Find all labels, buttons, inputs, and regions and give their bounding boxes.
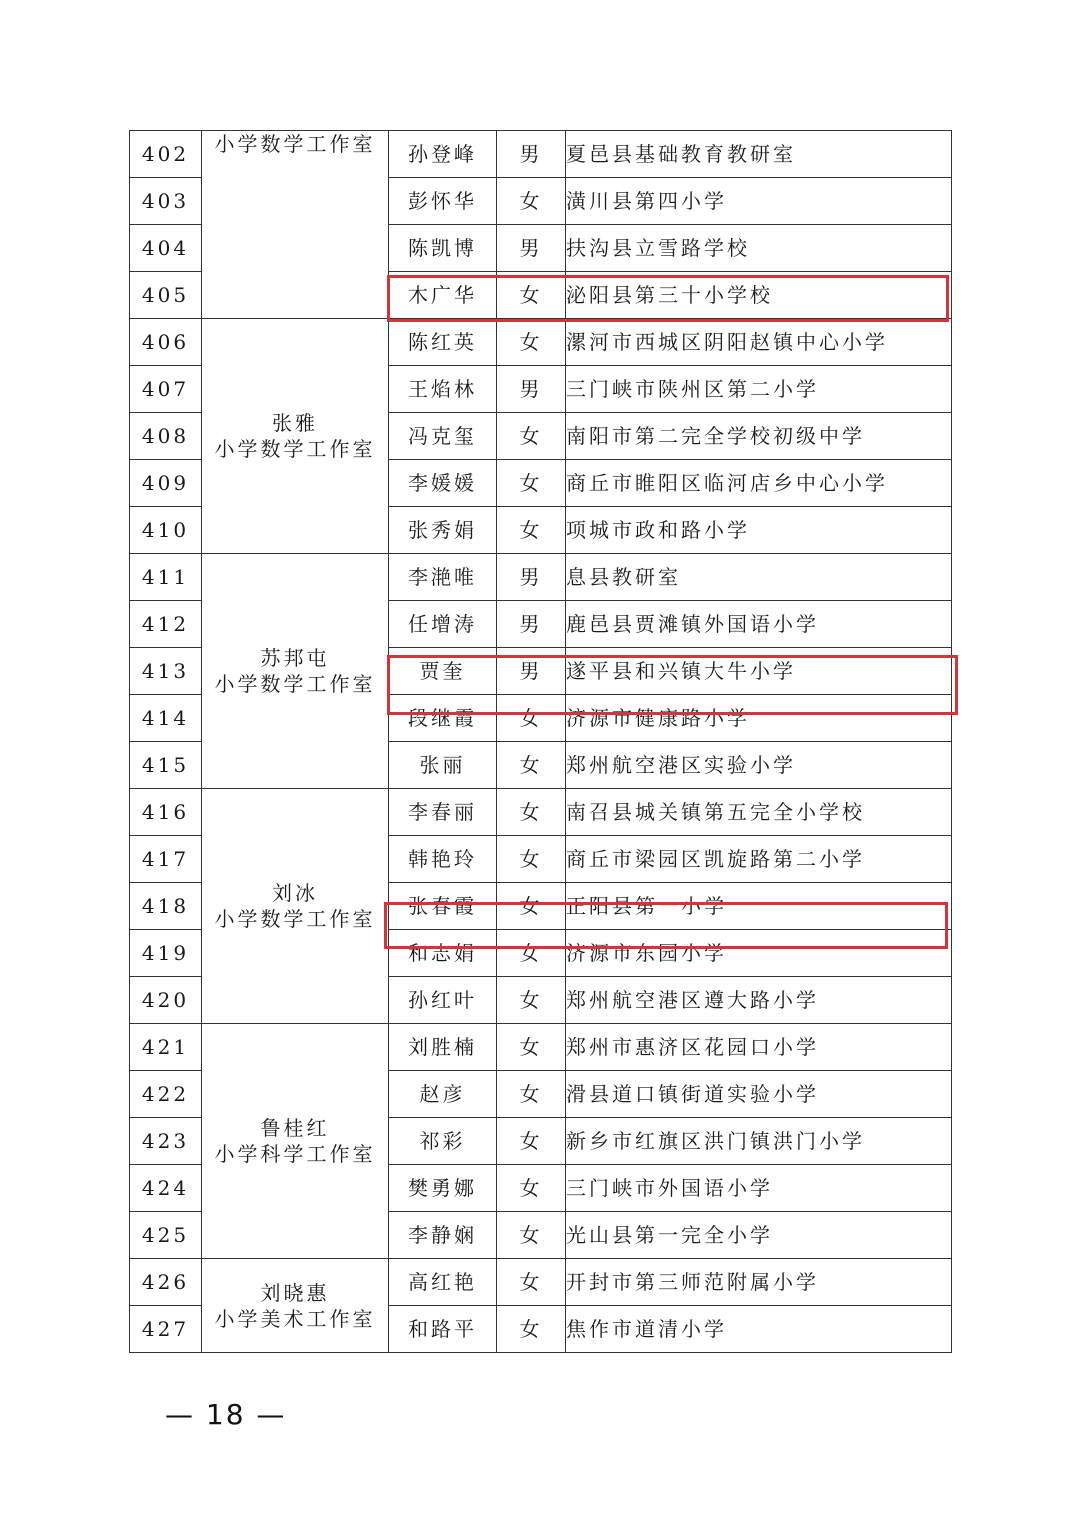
member-name-cell: 木广华 bbox=[389, 272, 497, 319]
member-name-cell: 李滟唯 bbox=[389, 554, 497, 601]
member-name-cell: 刘胜楠 bbox=[389, 1024, 497, 1071]
gender-cell: 女 bbox=[497, 930, 566, 977]
work-unit-cell: 商丘市睢阳区临河店乡中心小学 bbox=[566, 460, 952, 507]
studio-cell bbox=[202, 1259, 389, 1353]
gender-cell: 女 bbox=[497, 836, 566, 883]
studio-cell bbox=[202, 789, 389, 1024]
studio-cell bbox=[202, 131, 389, 319]
serial-number-cell: 409 bbox=[130, 460, 202, 507]
serial-number-cell: 407 bbox=[130, 366, 202, 413]
member-name-cell: 孙红叶 bbox=[389, 977, 497, 1024]
serial-number-cell: 415 bbox=[130, 742, 202, 789]
studio-leader-name: 张雅 bbox=[272, 411, 318, 435]
work-unit-cell: 郑州航空港区实验小学 bbox=[566, 742, 952, 789]
work-unit-cell: 开封市第三师范附属小学 bbox=[566, 1259, 952, 1306]
gender-cell: 女 bbox=[497, 272, 566, 319]
studio-title: 小学数学工作室 bbox=[214, 672, 376, 696]
work-unit-cell: 滑县道口镇街道实验小学 bbox=[566, 1071, 952, 1118]
gender-cell: 女 bbox=[497, 883, 566, 930]
studio-cell bbox=[202, 554, 389, 789]
work-unit-cell: 南阳市第二完全学校初级中学 bbox=[566, 413, 952, 460]
roster-body bbox=[130, 131, 952, 1353]
serial-number-cell: 427 bbox=[130, 1306, 202, 1353]
gender-cell: 女 bbox=[497, 319, 566, 366]
gender-cell: 女 bbox=[497, 695, 566, 742]
serial-number-cell: 425 bbox=[130, 1212, 202, 1259]
gender-cell: 女 bbox=[497, 178, 566, 225]
serial-number-cell: 423 bbox=[130, 1118, 202, 1165]
work-unit-cell: 泌阳县第三十小学校 bbox=[566, 272, 952, 319]
work-unit-cell: 项城市政和路小学 bbox=[566, 507, 952, 554]
work-unit-cell: 郑州市惠济区花园口小学 bbox=[566, 1024, 952, 1071]
serial-number-cell: 426 bbox=[130, 1259, 202, 1306]
gender-cell: 女 bbox=[497, 1118, 566, 1165]
work-unit-cell: 扶沟县立雪路学校 bbox=[566, 225, 952, 272]
member-name-cell: 赵彦 bbox=[389, 1071, 497, 1118]
member-name-cell: 李静娴 bbox=[389, 1212, 497, 1259]
studio-leader-name: 刘冰 bbox=[272, 881, 318, 905]
gender-cell: 女 bbox=[497, 1259, 566, 1306]
serial-number-cell: 424 bbox=[130, 1165, 202, 1212]
serial-number-cell: 412 bbox=[130, 601, 202, 648]
serial-number-cell: 406 bbox=[130, 319, 202, 366]
roster-table bbox=[129, 130, 952, 1353]
member-name-cell: 张秀娟 bbox=[389, 507, 497, 554]
gender-cell: 男 bbox=[497, 554, 566, 601]
member-name-cell: 孙登峰 bbox=[389, 131, 497, 178]
member-name-cell: 韩艳玲 bbox=[389, 836, 497, 883]
table-row bbox=[130, 1259, 952, 1306]
serial-number-cell: 410 bbox=[130, 507, 202, 554]
work-unit-cell: 三门峡市陕州区第二小学 bbox=[566, 366, 952, 413]
gender-cell: 男 bbox=[497, 601, 566, 648]
gender-cell: 女 bbox=[497, 507, 566, 554]
work-unit-cell: 夏邑县基础教育教研室 bbox=[566, 131, 952, 178]
gender-cell: 女 bbox=[497, 977, 566, 1024]
table-row bbox=[130, 554, 952, 601]
gender-cell: 女 bbox=[497, 1306, 566, 1353]
member-name-cell: 段继霞 bbox=[389, 695, 497, 742]
serial-number-cell: 404 bbox=[130, 225, 202, 272]
serial-number-cell: 422 bbox=[130, 1071, 202, 1118]
gender-cell: 女 bbox=[497, 1024, 566, 1071]
serial-number-cell: 420 bbox=[130, 977, 202, 1024]
member-name-cell: 李媛媛 bbox=[389, 460, 497, 507]
gender-cell: 女 bbox=[497, 1071, 566, 1118]
studio-leader-name: 刘晓惠 bbox=[260, 1280, 330, 1305]
work-unit-cell: 商丘市梁园区凯旋路第二小学 bbox=[566, 836, 952, 883]
member-name-cell: 陈凯博 bbox=[389, 225, 497, 272]
member-name-cell: 彭怀华 bbox=[389, 178, 497, 225]
serial-number-cell: 419 bbox=[130, 930, 202, 977]
serial-number-cell: 418 bbox=[130, 883, 202, 930]
serial-number-cell: 402 bbox=[130, 131, 202, 178]
work-unit-cell: 济源市健康路小学 bbox=[566, 695, 952, 742]
studio-leader-name: 苏邦屯 bbox=[260, 646, 330, 670]
table-row bbox=[130, 131, 952, 178]
member-name-cell: 樊勇娜 bbox=[389, 1165, 497, 1212]
gender-cell: 女 bbox=[497, 413, 566, 460]
studio-cell bbox=[202, 1024, 389, 1259]
gender-cell: 女 bbox=[497, 742, 566, 789]
page-number: — 18 — bbox=[165, 1398, 287, 1431]
member-name-cell: 和志娟 bbox=[389, 930, 497, 977]
studio-title: 小学数学工作室 bbox=[214, 132, 376, 156]
member-name-cell: 冯克玺 bbox=[389, 413, 497, 460]
member-name-cell: 和路平 bbox=[389, 1306, 497, 1353]
serial-number-cell: 417 bbox=[130, 836, 202, 883]
gender-cell: 男 bbox=[497, 131, 566, 178]
work-unit-cell: 郑州航空港区遵大路小学 bbox=[566, 977, 952, 1024]
work-unit-cell: 遂平县和兴镇大牛小学 bbox=[566, 648, 952, 695]
studio-title: 小学美术工作室 bbox=[214, 1306, 376, 1331]
member-name-cell: 张丽 bbox=[389, 742, 497, 789]
table-row bbox=[130, 789, 952, 836]
work-unit-cell: 潢川县第四小学 bbox=[566, 178, 952, 225]
work-unit-cell: 南召县城关镇第五完全小学校 bbox=[566, 789, 952, 836]
member-name-cell: 陈红英 bbox=[389, 319, 497, 366]
serial-number-cell: 421 bbox=[130, 1024, 202, 1071]
gender-cell: 男 bbox=[497, 366, 566, 413]
studio-cell bbox=[202, 319, 389, 554]
work-unit-cell: 正阳县第一小学 bbox=[566, 883, 952, 930]
gender-cell: 女 bbox=[497, 1165, 566, 1212]
gender-cell: 女 bbox=[497, 789, 566, 836]
serial-number-cell: 411 bbox=[130, 554, 202, 601]
table-row bbox=[130, 319, 952, 366]
member-name-cell: 高红艳 bbox=[389, 1259, 497, 1306]
work-unit-cell: 新乡市红旗区洪门镇洪门小学 bbox=[566, 1118, 952, 1165]
gender-cell: 男 bbox=[497, 648, 566, 695]
serial-number-cell: 416 bbox=[130, 789, 202, 836]
work-unit-cell: 光山县第一完全小学 bbox=[566, 1212, 952, 1259]
member-name-cell: 张春霞 bbox=[389, 883, 497, 930]
serial-number-cell: 414 bbox=[130, 695, 202, 742]
gender-cell: 女 bbox=[497, 460, 566, 507]
studio-title: 小学数学工作室 bbox=[214, 907, 376, 931]
serial-number-cell: 408 bbox=[130, 413, 202, 460]
work-unit-cell: 漯河市西城区阴阳赵镇中心小学 bbox=[566, 319, 952, 366]
work-unit-cell: 鹿邑县贾滩镇外国语小学 bbox=[566, 601, 952, 648]
work-unit-cell: 息县教研室 bbox=[566, 554, 952, 601]
member-name-cell: 贾奎 bbox=[389, 648, 497, 695]
serial-number-cell: 403 bbox=[130, 178, 202, 225]
gender-cell: 女 bbox=[497, 1212, 566, 1259]
serial-number-cell: 405 bbox=[130, 272, 202, 319]
work-unit-cell: 三门峡市外国语小学 bbox=[566, 1165, 952, 1212]
serial-number-cell: 413 bbox=[130, 648, 202, 695]
member-name-cell: 王焰林 bbox=[389, 366, 497, 413]
studio-title: 小学数学工作室 bbox=[214, 437, 376, 461]
studio-leader-name: 鲁桂红 bbox=[260, 1116, 330, 1140]
table-row bbox=[130, 1024, 952, 1071]
member-name-cell: 李春丽 bbox=[389, 789, 497, 836]
member-name-cell: 祁彩 bbox=[389, 1118, 497, 1165]
member-name-cell: 任增涛 bbox=[389, 601, 497, 648]
work-unit-cell: 焦作市道清小学 bbox=[566, 1306, 952, 1353]
work-unit-cell: 济源市东园小学 bbox=[566, 930, 952, 977]
studio-title: 小学科学工作室 bbox=[214, 1142, 376, 1166]
gender-cell: 男 bbox=[497, 225, 566, 272]
